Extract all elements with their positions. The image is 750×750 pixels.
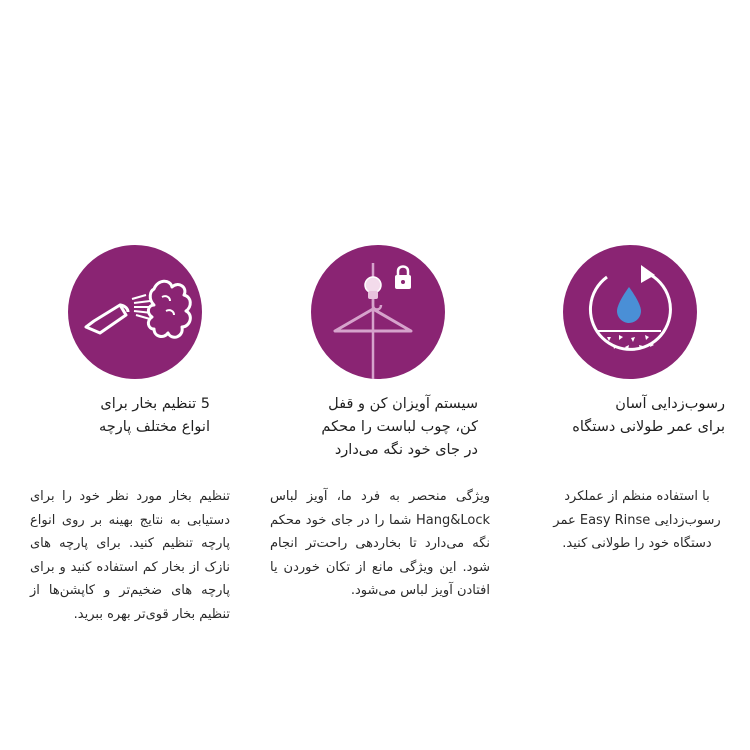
feature-title: 5 تنظیم بخار برای انواع مختلف پارچه <box>99 396 210 435</box>
feature-title: سیستم آویزان کن و قفل کن، چوب لباست را محکم در جای خود نگه می‌دارد <box>321 396 478 458</box>
feature-hang-lock <box>268 245 490 598</box>
descaling-icon <box>563 245 697 379</box>
feature-title: رسوب‌زدایی آسان برای عمر طولانی دستگاه <box>572 396 725 435</box>
feature-description: ویژگی منحصر به فرد ما، آویز لباس Hang&Lock شما را در جای خود محکم نگه می‌دارد تا بخاردهی راحت‌تر انجام شود. این ویژگی مانع از تکان خوردن یا افتادن آویز لباس می‌شود. <box>270 489 490 598</box>
hanger-lock-icon <box>311 245 445 379</box>
feature-description: تنظیم بخار مورد نظر خود را برای دستیابی به نتایج بهینه بر روی انواع پارچه تنظیم کنید. برای پارچه های نازک از بخار کم استفاده کنید و برای پارچه های ضخیم‌تر و کاپشن‌ها از تنظیم بخار قوی‌تر بهره ببرید. <box>30 489 230 622</box>
feature-steam-settings <box>25 245 245 622</box>
feature-description: با استفاده منظم از عملکرد رسوب‌زدایی Easy Rinse عمر دستگاه خود را طولانی کنید. <box>553 489 721 551</box>
feature-easy-descaling <box>520 245 740 551</box>
steam-iron-icon <box>68 245 202 379</box>
